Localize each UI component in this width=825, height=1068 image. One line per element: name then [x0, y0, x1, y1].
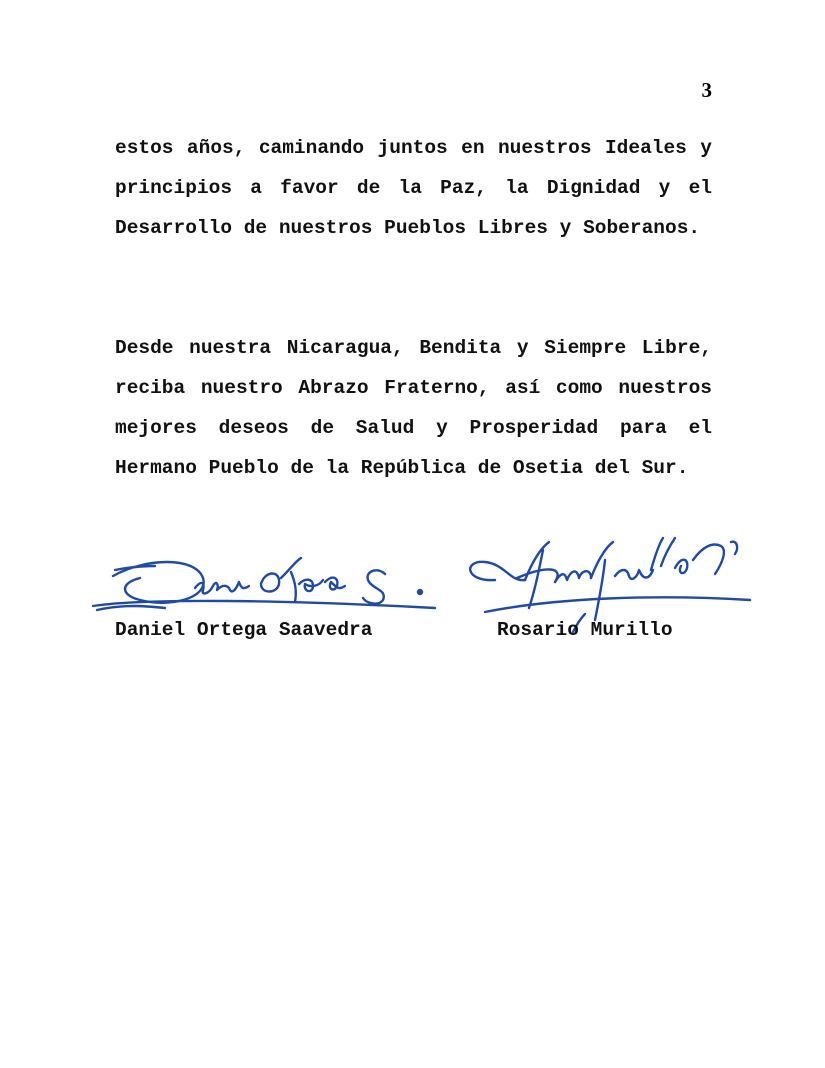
letter-paragraph-2: Desde nuestra Nicaragua, Bendita y Siempre Libre, reciba nuestro Abrazo Fraterno, así como nuestros mejores deseos de Salud y Prosperidad para el Hermano Pueblo de la República de Osetia del Sur. [115, 337, 712, 479]
page-number: 3 [701, 78, 712, 102]
signature-daniel-ortega [85, 548, 445, 618]
letter-paragraph-1: estos años, caminando juntos en nuestros Ideales y principios a favor de la Paz, la Dignidad y el Desarrollo de nuestros Pueblos Libres y Soberanos. [115, 137, 712, 239]
signer-name-murillo: Rosario Murillo [497, 619, 673, 641]
signer-name-ortega: Daniel Ortega Saavedra [115, 619, 373, 641]
